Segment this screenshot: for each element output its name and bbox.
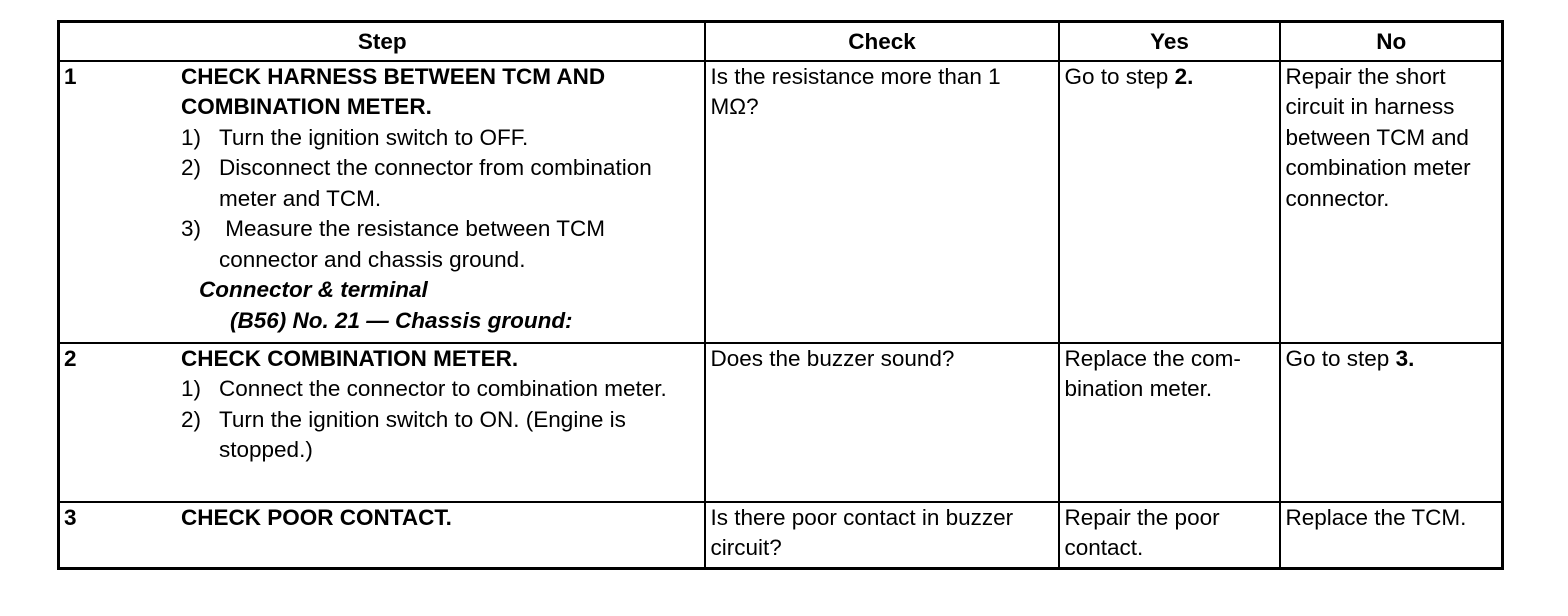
substep-text: Turn the ignition switch to OFF. [219, 124, 529, 150]
step-number: 1 [64, 63, 77, 89]
connector-label: Connector & terminal [199, 277, 428, 302]
no-step-ref: 3. [1395, 345, 1415, 371]
step-number: 3 [64, 504, 77, 530]
step-number: 2 [64, 345, 77, 371]
step-content [181, 503, 700, 534]
step-cell [59, 61, 705, 343]
substep-number: 2) [181, 155, 202, 180]
connector-value: (B56) No. 21 — Chassis ground: [230, 307, 573, 333]
substep-number: 1) [181, 124, 202, 150]
substep [181, 374, 700, 405]
header-no: No [1280, 22, 1503, 61]
check-cell: Does the buzzer sound? [705, 343, 1059, 502]
substep [181, 405, 700, 466]
no-cell: Replace the TCM. [1280, 502, 1503, 569]
no-text: Go to step [1285, 345, 1396, 371]
table-row [59, 61, 1503, 343]
step-content [181, 344, 700, 466]
step-cell [59, 343, 705, 502]
table-row [59, 343, 1503, 502]
step-cell [59, 502, 705, 569]
step-content [181, 62, 700, 337]
step-title-line: CHECK HARNESS BETWEEN TCM AND [181, 63, 606, 89]
substep [181, 153, 700, 214]
substep-text: Measure the resistance between TCM connector and chassis ground. [219, 216, 612, 272]
header-row [59, 22, 1503, 61]
substep-text: Disconnect the connector from combination meter and TCM. [219, 155, 652, 211]
yes-cell [1059, 61, 1280, 343]
substep-text: Connect the connector to combination meter. [219, 376, 667, 401]
substep-number: 1) [181, 376, 202, 401]
yes-step-ref: 2. [1174, 63, 1194, 89]
check-cell: Is there poor contact in buzzer circuit? [705, 502, 1059, 569]
yes-cell: Repair the poor contact. [1059, 502, 1280, 569]
substep-number: 2) [181, 406, 202, 432]
header-check: Check [705, 22, 1059, 61]
check-cell: Is the resistance more than 1 MΩ? [705, 61, 1059, 343]
step-title-line: CHECK COMBINATION METER. [181, 345, 519, 371]
no-cell: Repair the short circuit in harness between TCM and combination meter connector. [1280, 61, 1503, 343]
no-cell [1280, 343, 1503, 502]
step-title-line: CHECK POOR CONTACT. [181, 504, 452, 530]
substep [181, 123, 700, 154]
header-step: Step [59, 22, 705, 61]
yes-text: Go to step [1064, 63, 1175, 89]
table-row [59, 502, 1503, 569]
header-yes: Yes [1059, 22, 1280, 61]
diagnostic-table [57, 20, 1504, 570]
substep-text: Turn the ignition switch to ON. (Engine is stopped.) [219, 406, 626, 462]
step-title-line: COMBINATION METER. [181, 94, 432, 119]
substep-number: 3) [181, 216, 202, 241]
substep [181, 214, 700, 275]
yes-cell: Replace the com-bination meter. [1059, 343, 1280, 502]
